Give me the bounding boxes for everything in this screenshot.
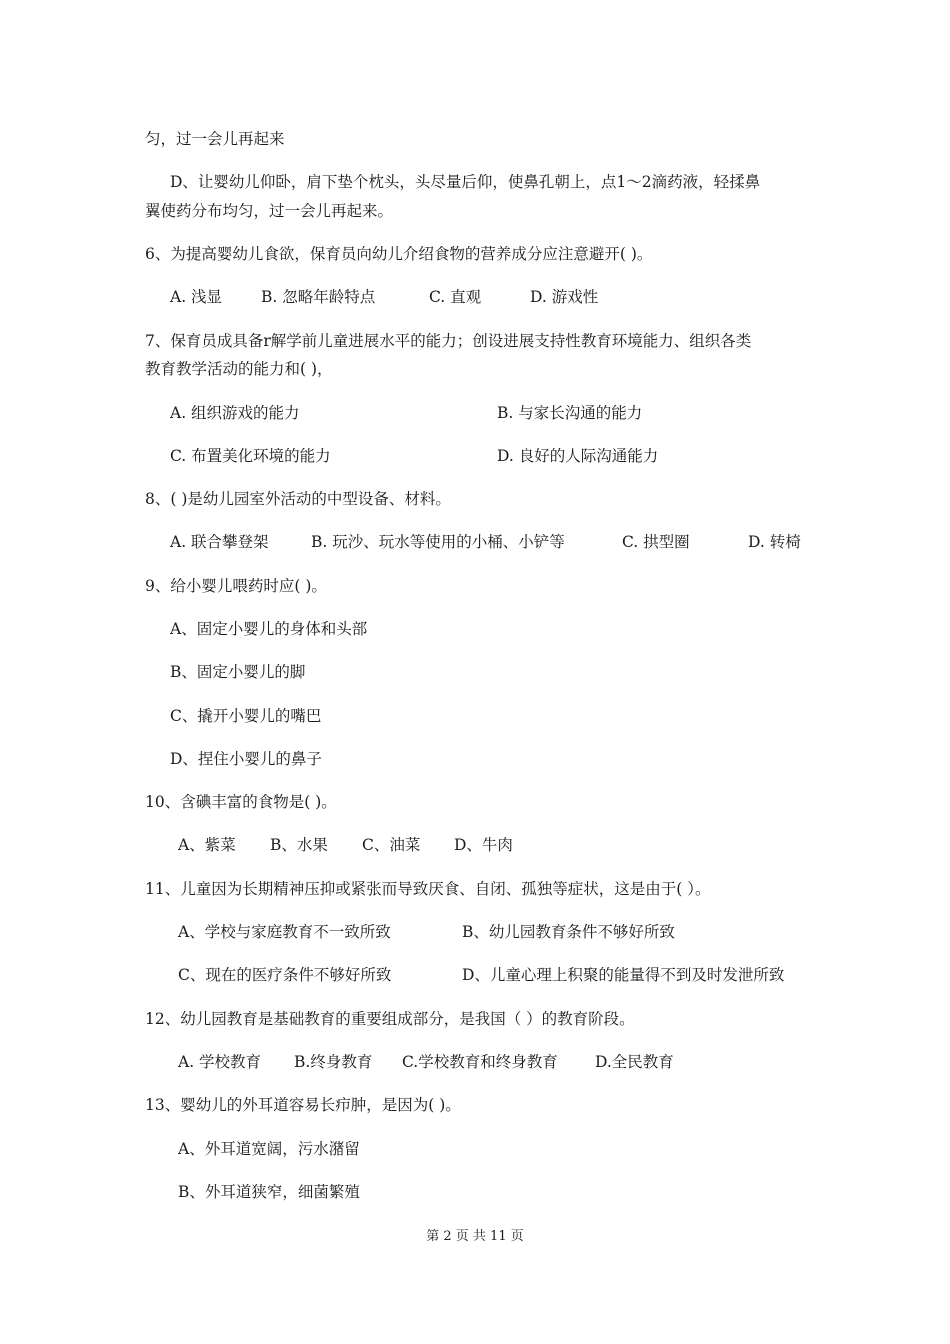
q11-option-c: C、现在的医疗条件不够好所致	[178, 966, 392, 984]
q6-option-d: D. 游戏性	[530, 288, 599, 306]
q11-option-a: A、学校与家庭教育不一致所致	[178, 923, 391, 941]
q7-option-c: C. 布置美化环境的能力	[170, 447, 331, 465]
q6-option-a: A. 浅显	[170, 288, 223, 306]
q9-option-b: B、固定小婴儿的脚	[170, 663, 306, 681]
option-d-line-1: D、让婴幼儿仰卧，肩下垫个枕头，头尽量后仰，使鼻孔朝上，点1～2滴药液，轻揉鼻	[170, 173, 761, 191]
q9-option-c: C、撬开小婴儿的嘴巴	[170, 707, 322, 725]
q10-option-a: A、紫菜	[178, 836, 236, 854]
q13-option-a: A、外耳道宽阔，污水潴留	[178, 1140, 360, 1158]
q7-option-a: A. 组织游戏的能力	[170, 404, 300, 422]
question-7-line-1: 7、保育员成具备r解学前儿童进展水平的能力；创设进展支持性教育环境能力、组织各类	[145, 332, 752, 350]
continued-text: 匀，过一会儿再起来	[145, 130, 285, 148]
option-d-line-2: 翼使药分布均匀，过一会儿再起来。	[145, 202, 394, 220]
q10-option-c: C、油菜	[362, 836, 421, 854]
question-6: 6、为提高婴幼儿食欲，保育员向幼儿介绍食物的营养成分应注意避开( )。	[145, 245, 653, 263]
question-11: 11、儿童因为长期精神压抑或紧张而导致厌食、自闭、孤独等症状，这是由于( ）。	[145, 880, 711, 898]
question-13: 13、婴幼儿的外耳道容易长疖肿，是因为( )。	[145, 1096, 461, 1114]
question-9: 9、给小婴儿喂药时应( )。	[145, 577, 327, 595]
q6-option-b: B. 忽略年龄特点	[261, 288, 376, 306]
q6-option-c: C. 直观	[429, 288, 482, 306]
question-10: 10、含碘丰富的食物是( )。	[145, 793, 337, 811]
q7-option-b: B. 与家长沟通的能力	[497, 404, 643, 422]
q12-option-a: A. 学校教育	[178, 1053, 262, 1071]
question-8: 8、( )是幼儿园室外活动的中型设备、材料。	[145, 490, 451, 508]
q7-option-d: D. 良好的人际沟通能力	[497, 447, 659, 465]
q9-option-d: D、捏住小婴儿的鼻子	[170, 750, 322, 768]
q13-option-b: B、外耳道狭窄，细菌繁殖	[178, 1183, 360, 1201]
q8-option-a: A. 联合攀登架	[170, 533, 269, 551]
q11-option-b: B、幼儿园教育条件不够好所致	[462, 923, 675, 941]
q10-option-b: B、水果	[270, 836, 328, 854]
question-7-line-2: 教育教学活动的能力和( )，	[145, 360, 333, 378]
q11-option-d: D、儿童心理上积聚的能量得不到及时发泄所致	[462, 966, 785, 984]
q12-option-b: B.终身教育	[294, 1053, 373, 1071]
q9-option-a: A、固定小婴儿的身体和头部	[170, 620, 368, 638]
page-footer: 第 2 页 共 11 页	[426, 1229, 524, 1244]
q8-option-c: C. 拱型圈	[622, 533, 690, 551]
question-12: 12、幼儿园教育是基础教育的重要组成部分，是我国（ ）的教育阶段。	[145, 1010, 635, 1028]
q12-option-d: D.全民教育	[595, 1053, 674, 1071]
q10-option-d: D、牛肉	[454, 836, 513, 854]
q8-option-b: B. 玩沙、玩水等使用的小桶、小铲等	[311, 533, 565, 551]
q8-option-d: D. 转椅	[748, 533, 801, 551]
q12-option-c: C.学校教育和终身教育	[402, 1053, 558, 1071]
